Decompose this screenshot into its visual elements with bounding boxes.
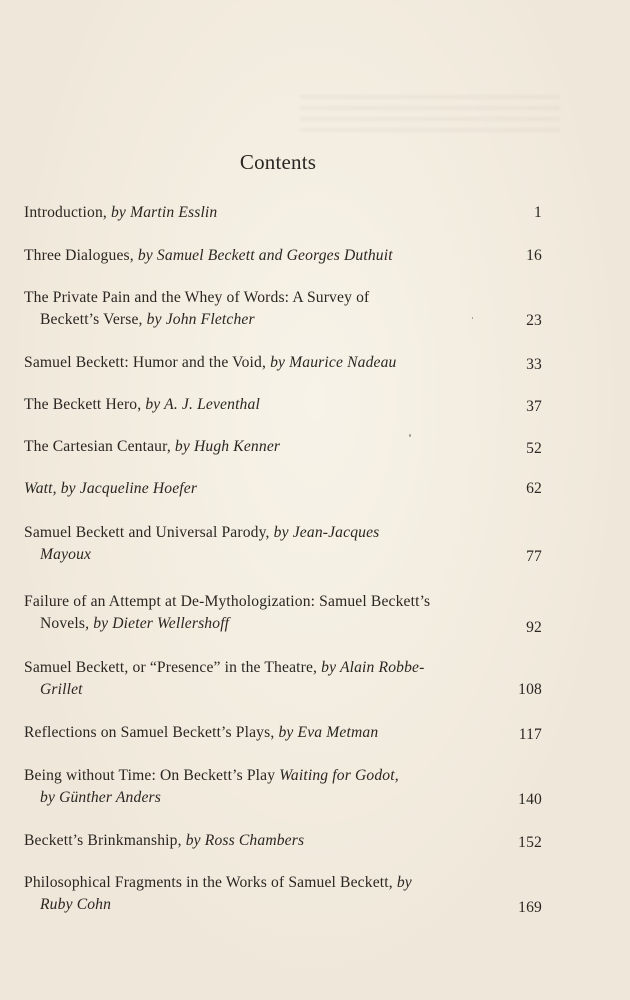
entry-author: John Fletcher — [165, 311, 255, 328]
entry-title: Beckett’s Brinkmanship, — [24, 832, 186, 849]
contents-entry — [24, 765, 542, 809]
entry-line — [24, 657, 542, 679]
entry-by: by — [93, 615, 113, 632]
entry-page-number: 77 — [526, 548, 542, 565]
entry-page-number: 33 — [526, 356, 542, 373]
contents-entry — [24, 352, 542, 374]
entry-line — [24, 613, 542, 635]
entry-line — [24, 544, 542, 566]
entry-title: Samuel Beckett: Humor and the Void, — [24, 354, 271, 371]
entry-line — [24, 478, 542, 500]
entry-page-number: 169 — [518, 899, 542, 916]
entry-line — [24, 894, 542, 916]
entry-line — [24, 765, 542, 787]
entry-page-number: 152 — [518, 834, 542, 851]
entry-author: Ross Chambers — [204, 832, 305, 849]
entry-title: Three Dialogues, — [24, 247, 138, 264]
entry-title: Reflections on Samuel Beckett’s Plays, — [24, 724, 279, 741]
contents-entry — [24, 830, 542, 852]
entry-title: Samuel Beckett, or “Presence” in the Theatre, — [24, 659, 322, 676]
entry-line — [24, 787, 542, 809]
entry-by: by — [145, 396, 165, 413]
entry-by: by — [396, 874, 412, 891]
show-through-text — [300, 92, 560, 140]
entry-title: Philosophical Fragments in the Works of Samuel Beckett, — [24, 874, 397, 891]
entry-title: The Cartesian Centaur, — [24, 438, 175, 455]
entry-author: Maurice Nadeau — [289, 354, 397, 371]
entry-author: Grillet — [40, 681, 83, 698]
entry-page-number: 16 — [526, 247, 542, 264]
entry-title: Being without Time: On Beckett’s Play — [24, 767, 280, 784]
contents-entry — [24, 287, 542, 331]
entry-line — [24, 522, 542, 544]
entry-line — [24, 352, 542, 374]
entry-line — [24, 436, 542, 458]
entry-by: by — [278, 724, 298, 741]
entry-author: Hugh Kenner — [194, 438, 281, 455]
entry-author: A. J. Leventhal — [164, 396, 260, 413]
entry-line — [24, 591, 542, 613]
entry-line — [24, 830, 542, 852]
entry-page-number: 108 — [518, 681, 542, 698]
entry-by: by — [110, 204, 131, 221]
entry-line — [24, 872, 542, 894]
entry-author: Ruby Cohn — [40, 896, 112, 913]
entry-page-number: 37 — [526, 398, 542, 415]
entry-author: Jean-Jacques — [292, 524, 380, 541]
entry-author: Günther Anders — [59, 789, 161, 806]
entry-author: Watt, by Jacqueline Hoefer — [24, 480, 198, 497]
entry-title: Beckett’s Verse, — [40, 311, 147, 328]
entry-line — [24, 679, 542, 701]
entry-author: Mayoux — [40, 546, 92, 563]
entry-page-number: 62 — [526, 480, 542, 497]
entry-page-number: 23 — [526, 312, 542, 329]
contents-entry — [24, 202, 542, 224]
entry-by: by — [137, 247, 157, 264]
entry-by: by — [40, 789, 60, 806]
entry-author: Alain Robbe- — [339, 659, 425, 676]
entry-line — [24, 722, 542, 744]
contents-entry — [24, 591, 542, 635]
contents-entry — [24, 478, 542, 500]
entry-by: by — [146, 311, 166, 328]
entry-by: by — [273, 524, 293, 541]
entry-title: Introduction, — [24, 204, 111, 221]
entry-page-number: 140 — [518, 791, 542, 808]
entry-page-number: 117 — [518, 726, 542, 743]
contents-entry — [24, 657, 542, 701]
paper-speck — [472, 317, 473, 319]
entry-title: Samuel Beckett and Universal Parody, — [24, 524, 274, 541]
entry-by: by — [321, 659, 340, 676]
contents-entry — [24, 722, 542, 744]
entry-by: by — [174, 438, 194, 455]
entry-author: Eva Metman — [297, 724, 379, 741]
entry-author: Martin Esslin — [130, 204, 218, 221]
contents-entry — [24, 394, 542, 416]
contents-entry — [24, 245, 542, 267]
entry-title: The Private Pain and the Whey of Words: A Survey of — [24, 289, 370, 306]
entry-line — [24, 309, 542, 331]
page-title: Contents — [239, 150, 317, 174]
entry-author: Waiting for Godot, — [279, 767, 399, 784]
entry-by: by — [270, 354, 290, 371]
entry-title: The Beckett Hero, — [24, 396, 146, 413]
entry-line — [24, 394, 542, 416]
contents-entry — [24, 436, 542, 458]
paper-speck — [409, 434, 411, 437]
entry-title: Failure of an Attempt at De-Mythologization: Samuel Beckett’s — [24, 593, 431, 610]
entry-by: by — [185, 832, 205, 849]
contents-entry — [24, 522, 542, 566]
entry-line — [24, 202, 542, 224]
entry-author: Dieter Wellershoff — [112, 615, 230, 632]
entry-page-number: 52 — [526, 440, 542, 457]
entry-title: Novels, — [40, 615, 94, 632]
entry-page-number: 92 — [526, 619, 542, 636]
entry-author: Samuel Beckett and Georges Duthuit — [156, 247, 393, 264]
entry-page-number: 1 — [534, 204, 542, 221]
entry-line — [24, 245, 542, 267]
entry-line — [24, 287, 542, 309]
contents-entry — [24, 872, 542, 916]
